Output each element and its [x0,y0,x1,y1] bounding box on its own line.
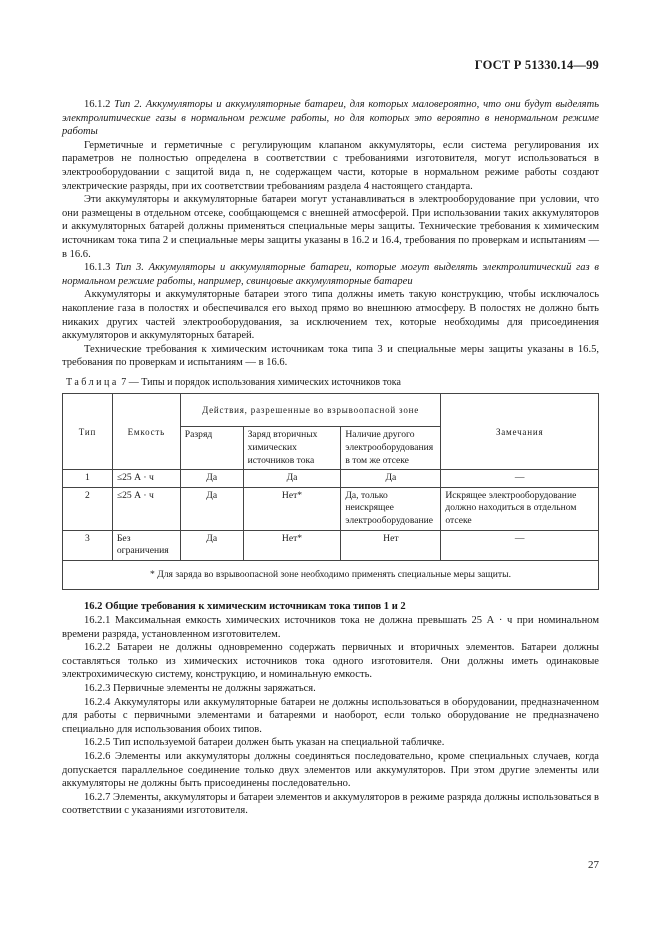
cell-type: 3 [63,530,113,560]
paragraph [62,261,599,288]
cell-remarks: Искрящее электрооборудование должно находиться в отдельном отсеке [441,487,599,530]
battery-types-table [62,393,599,590]
paragraph: Аккумуляторы и аккумуляторные батареи этого типа должны иметь такую конструкцию, чтобы исключалось накопление газа в полостях и обеспечивался его выход прямо во внешнюю атмосферу. В полостях не должно быть никаких других частей электрооборудования, за исключением тех, которые необходимы для присоединения аккумуляторов и аккумуляторных батарей. [62,289,599,342]
table-caption [62,376,599,390]
cell-remarks: — [441,530,599,560]
header-actions: Действия, разрешенные во взрывоопасной зоне [180,394,441,427]
paragraph: 16.2.3 Первичные элементы не должны заряжаться. [84,682,316,694]
cell-charge: Нет* [243,487,341,530]
clause-title: Тип 2. Аккумуляторы и аккумуляторные батареи, для которых маловероятно, что они будут выделять электролитические газы в нормальном режиме работы, но для которых это вероятно в ненормальном режиме работы [62,99,599,138]
page-number: 27 [588,859,599,871]
table-caption-label: Таблица [66,376,119,388]
paragraph [62,98,599,139]
paragraph: 16.2.6 Элементы или аккумуляторы должны соединяться последовательно, кроме специальных случаев, когда допускается параллельное соединение только двух элементов или аккумуляторов. При этом другие элементы или аккумуляторы не должны быть присоединены последовательно. [62,750,599,790]
paragraph: 16.2.1 Максимальная емкость химических источников тока не должна превышать 25 А · ч при номинальном времени разряда, установленном изготовителем. [62,615,599,640]
paragraph: Герметичные и герметичные с регулирующим клапаном аккумуляторы, если система регулирования их параметров не полностью определена в соответствии с требованиями изготовителя, могут использоваться в электрооборудовании с защитой вида n, не содержащем части, которые в нормальном режиме работы создают электрические разряды, при их соответствии требованиям раздела 4 настоящего стандарта. [62,139,599,192]
paragraph: 16.2.4 Аккумуляторы или аккумуляторные батареи не должны использоваться в оборудовании, предназначенном для работы с первичными элементами и батареями и наоборот, если только оборудование не предназначено специально для использования обоих типов. [62,696,599,735]
cell-capacity: ≤25 А · ч [112,470,180,488]
table-row [63,487,599,530]
page-content [62,98,599,818]
header-type: Тип [63,394,113,470]
header-remarks: Замечания [441,394,599,470]
cell-charge: Нет* [243,530,341,560]
cell-discharge: Да [180,487,243,530]
cell-other: Нет [341,530,441,560]
cell-capacity: Без ограничения [112,530,180,560]
clause-title: Тип 3. Аккумуляторы и аккумуляторные батареи, которые могут выделять электролитический газ в нормальном режиме работы, например, свинцовые аккумуляторные батареи [62,262,599,287]
paragraph: Эти аккумуляторы и аккумуляторные батареи могут устанавливаться в электрооборудование при условии, что они размещены в отдельном отсеке, сообщающемся с внешней атмосферой. При использовании таких аккумуляторов и аккумуляторных батарей должны применяться специальные меры защиты. Технические требования к химическим источникам тока типа 2 и специальные меры защиты указаны в 16.2 и 16.4, требования по проверкам и испытаниям — в 16.6. [62,194,599,260]
section-title: 16.2 Общие требования к химическим источникам тока типов 1 и 2 [84,601,406,613]
cell-remarks: — [441,470,599,488]
paragraph: 16.2.7 Элементы, аккумуляторы и батареи элементов и аккумуляторов в режиме разряда должны использоваться в соответствии с указаниями изготовителя. [62,791,599,817]
table-row [63,470,599,488]
cell-charge: Да [243,470,341,488]
cell-discharge: Да [180,470,243,488]
document-code: ГОСТ Р 51330.14—99 [474,58,599,72]
cell-type: 1 [63,470,113,488]
paragraph: Технические требования к химическим источникам тока типа 3 и специальные меры защиты указаны в 16.5, требования по проверкам и испытаниям — в 16.6. [62,343,599,369]
subheader-discharge: Разряд [180,427,243,470]
paragraph: 16.2.5 Тип используемой батареи должен быть указан на специальной табличке. [84,737,445,749]
subheader-charge: Заряд вторичных химических источников тока [243,427,341,470]
paragraph: 16.2.2 Батареи не должны одновременно содержать первичных и вторичных элементов. Батареи должны составляться только из химических источников тока одного изготовителя. Они должны иметь одинаковые электрохимическую систему, конструкцию, и номинальную емкость. [62,642,599,681]
subheader-other-equipment: Наличие другого электрооборудования в том же отсеке [341,427,441,470]
cell-other: Да [341,470,441,488]
table-row [63,530,599,560]
clause-number: 16.1.2 [84,99,111,110]
header-capacity: Емкость [112,394,180,470]
cell-capacity: ≤25 А · ч [112,487,180,530]
clause-number: 16.1.3 [84,262,111,274]
table-caption-text: 7 — Типы и порядок использования химических источников тока [118,376,401,388]
table-footnote: * Для заряда во взрывоопасной зоне необходимо применять специальные меры защиты. [63,560,599,590]
cell-other: Да, только неискрящее электрооборудование [341,487,441,530]
cell-type: 2 [63,487,113,530]
cell-discharge: Да [180,530,243,560]
